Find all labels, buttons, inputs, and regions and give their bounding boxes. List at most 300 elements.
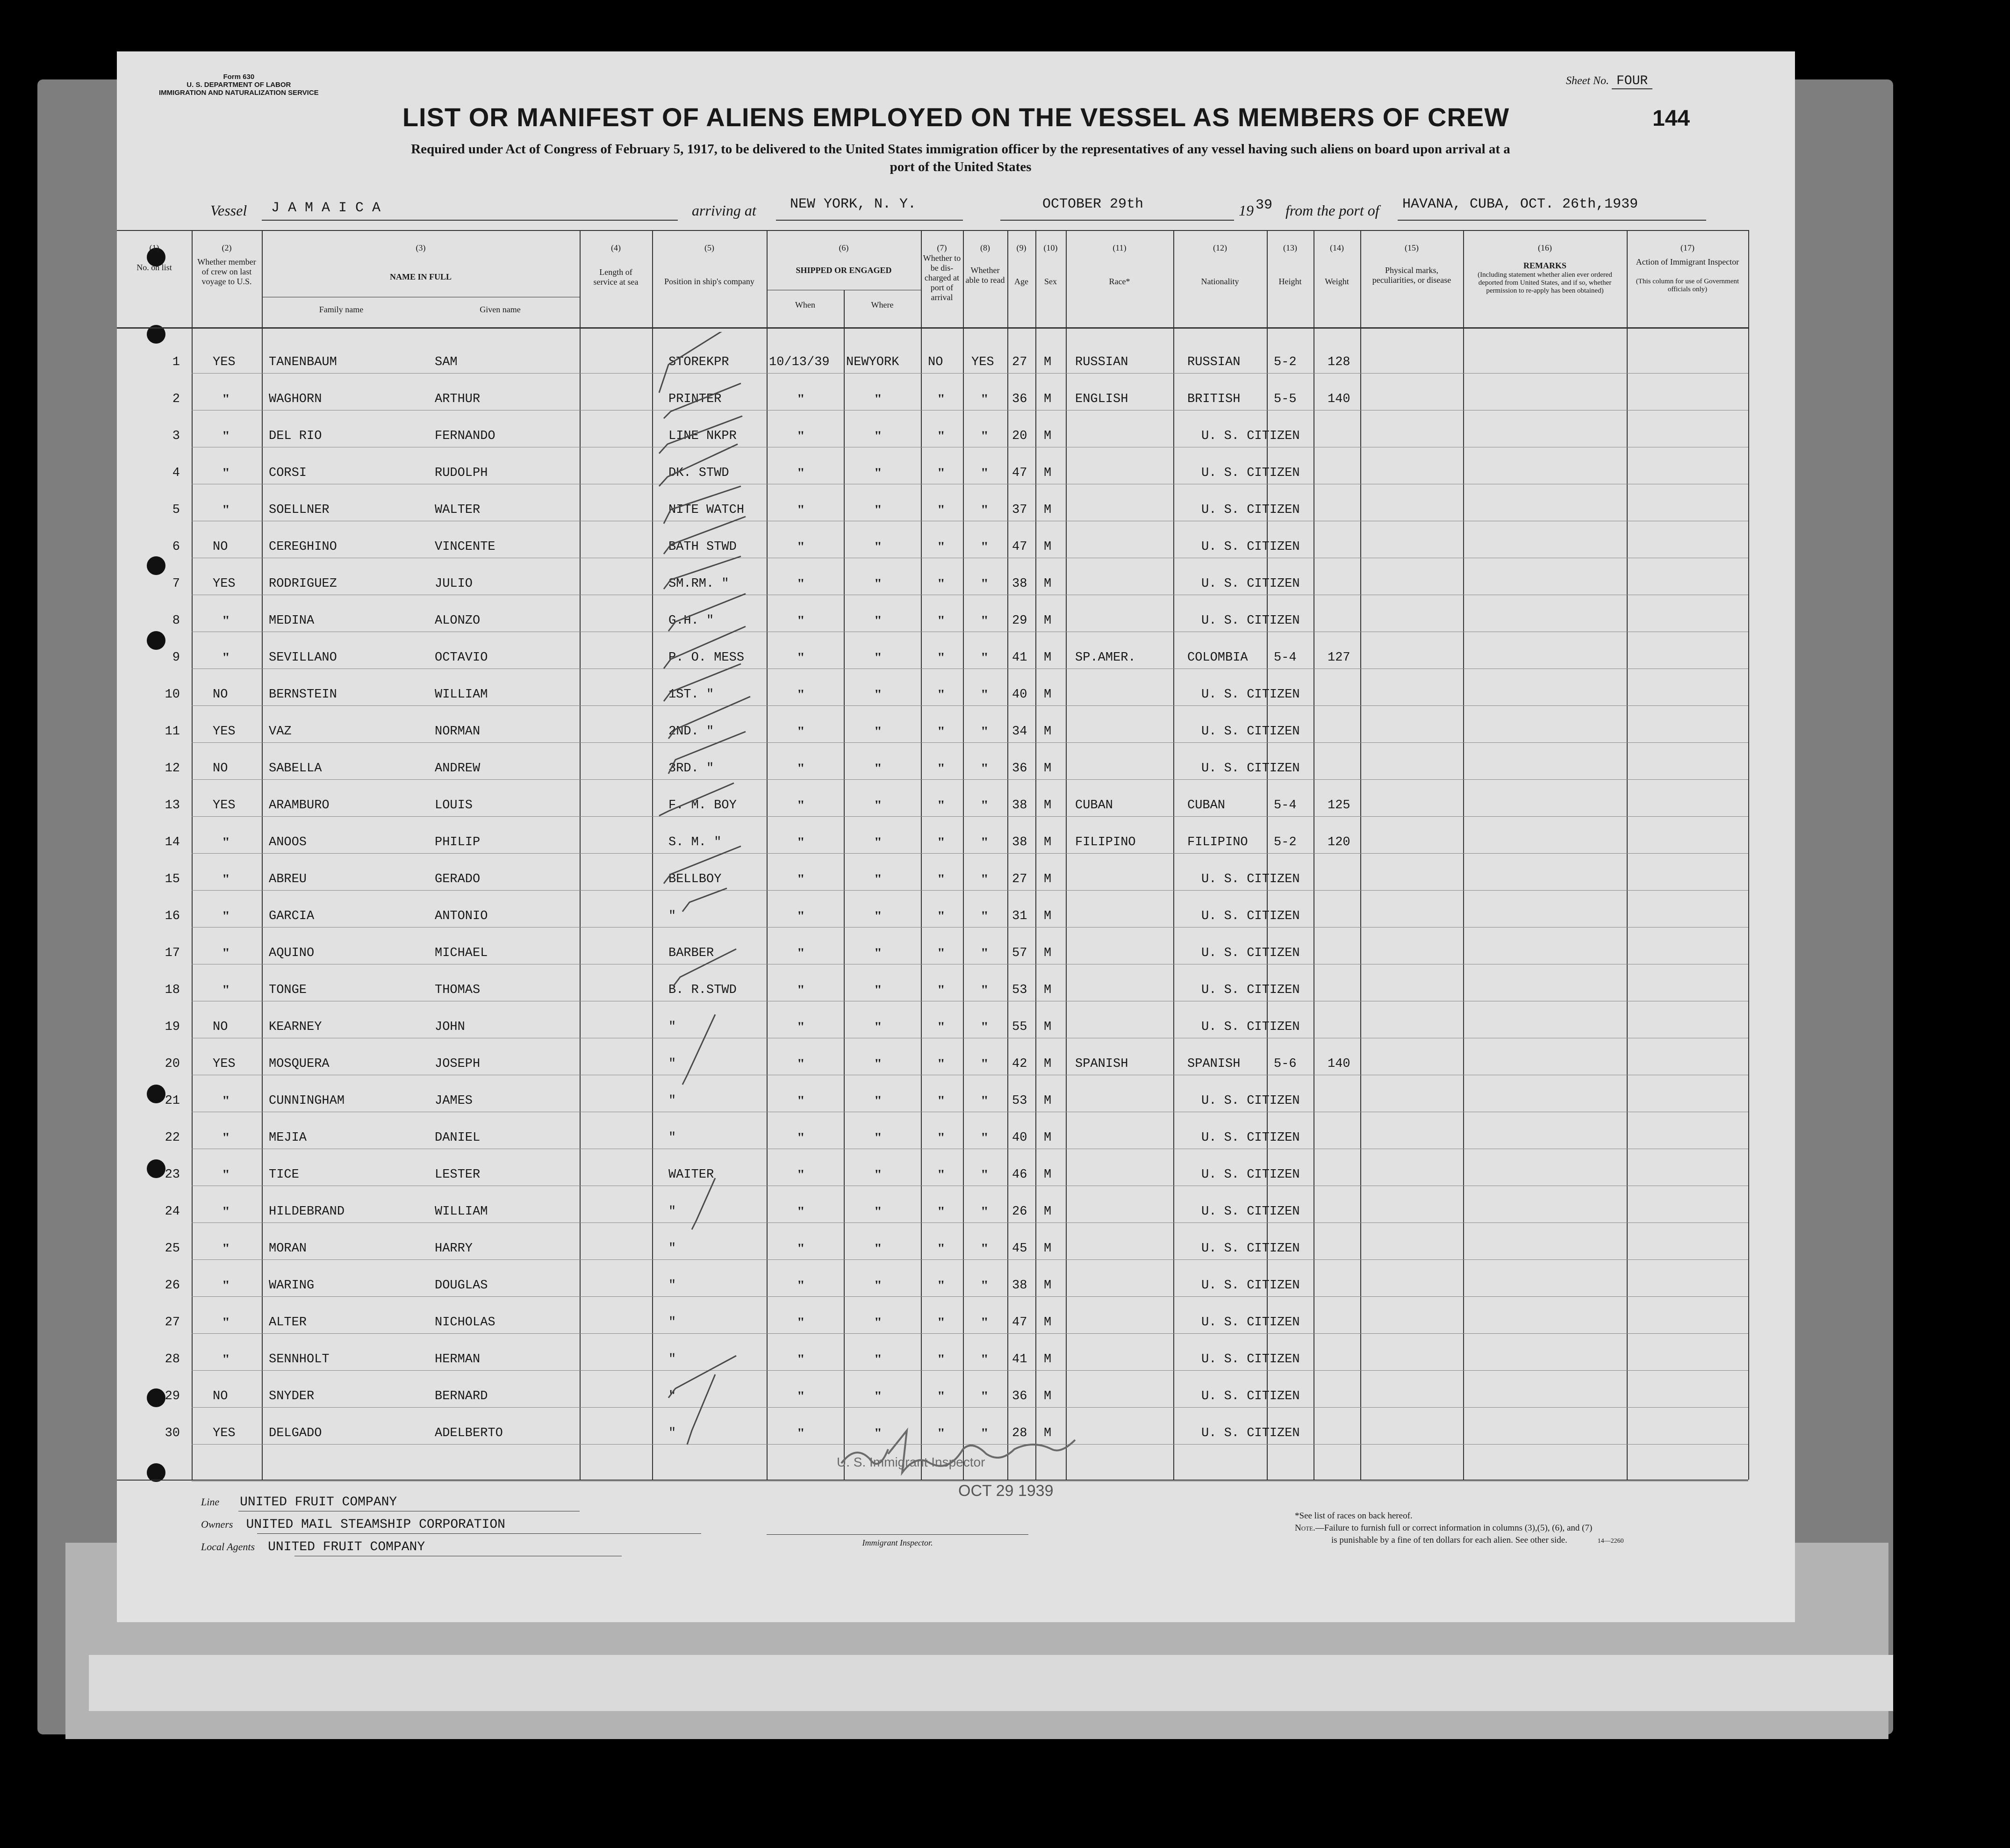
age: 28 [1012, 1426, 1027, 1440]
discharged: " [937, 834, 945, 850]
position: " [668, 1352, 676, 1366]
discharged: " [937, 1093, 945, 1108]
family-name: CORSI [269, 466, 307, 480]
sex: M [1044, 1057, 1052, 1071]
subtitle-line-1: Required under Act of Congress of February 5, 1917, to be delivered to the United States immigration officer by the representatives of any vessel having such aliens on board upon arrival at a [411, 142, 1510, 157]
given-name: NORMAN [435, 725, 481, 739]
shipped-when: " [797, 982, 805, 998]
last-voyage: " [222, 1241, 230, 1256]
nationality: U. S. CITIZEN [1201, 1389, 1300, 1403]
col-13-number: (13) [1283, 243, 1297, 252]
given-name: PHILIP [435, 835, 481, 849]
last-voyage: YES [213, 577, 236, 591]
discharged: " [937, 724, 945, 739]
sex: M [1044, 577, 1052, 591]
sex: M [1044, 1279, 1052, 1293]
age: 27 [1012, 355, 1027, 369]
row-rule [192, 779, 1748, 780]
family-name: HILDEBRAND [269, 1205, 345, 1219]
able-to-read: " [981, 1130, 989, 1145]
discharged: " [937, 908, 945, 924]
last-voyage: " [222, 1093, 230, 1108]
shipped-when: " [797, 1388, 805, 1404]
discharged: " [937, 650, 945, 665]
inspector-stamp-title: U. S. Immigrant Inspector [837, 1455, 985, 1469]
service-name: IMMIGRATION AND NATURALIZATION SERVICE [159, 89, 319, 97]
age: 53 [1012, 1094, 1027, 1108]
shipped-where: " [874, 1425, 882, 1441]
family-name: RODRIGUEZ [269, 577, 337, 591]
height: 5-5 [1274, 392, 1297, 406]
nationality: U. S. CITIZEN [1201, 1316, 1300, 1330]
col-header-sex: Sex [1044, 277, 1057, 286]
able-to-read: " [981, 798, 989, 813]
able-to-read: " [981, 982, 989, 998]
position: " [668, 1131, 676, 1145]
nationality: U. S. CITIZEN [1201, 983, 1300, 997]
shipped-where: " [874, 871, 882, 887]
position: SM.RM. " [668, 577, 729, 591]
shipped-when: " [797, 650, 805, 665]
position: G.H. " [668, 614, 714, 628]
discharged: " [937, 1278, 945, 1293]
nationality: RUSSIAN [1187, 355, 1241, 369]
discharged: " [937, 1425, 945, 1441]
col-header-name: NAME IN FULL [389, 272, 452, 281]
row-rule [192, 853, 1748, 854]
col-header-inspector-note: (This column for use of Government officials only) [1636, 278, 1739, 293]
shipped-where: " [874, 687, 882, 702]
age: 46 [1012, 1168, 1027, 1182]
family-name: CEREGHINO [269, 540, 337, 554]
shipped-when: " [797, 502, 805, 518]
row-rule [192, 1222, 1748, 1223]
last-voyage: " [222, 1204, 230, 1219]
sex: M [1044, 1316, 1052, 1330]
able-to-read: " [981, 1019, 989, 1035]
sex: M [1044, 1426, 1052, 1440]
age: 20 [1012, 429, 1027, 443]
col-header-family-name: Family name [319, 305, 364, 314]
sex: M [1044, 503, 1052, 517]
family-name: SOELLNER [269, 503, 330, 517]
row-number: 15 [165, 872, 180, 886]
given-name: ANTONIO [435, 909, 488, 923]
family-name: SNYDER [269, 1389, 315, 1403]
shipped-where: NEWYORK [846, 355, 899, 369]
row-number: 16 [165, 909, 180, 923]
race: SPANISH [1075, 1057, 1128, 1071]
family-name: TANENBAUM [269, 355, 337, 369]
able-to-read: " [981, 1425, 989, 1441]
position: P. O. MESS [668, 651, 745, 665]
given-name: WILLIAM [435, 688, 488, 702]
nationality: U. S. CITIZEN [1201, 1168, 1300, 1182]
able-to-read: " [981, 1278, 989, 1293]
able-to-read: " [981, 1352, 989, 1367]
discharged: " [937, 1388, 945, 1404]
nationality: U. S. CITIZEN [1201, 725, 1300, 739]
sex: M [1044, 725, 1052, 739]
height: 5-4 [1274, 651, 1297, 665]
shipped-where: " [874, 1315, 882, 1330]
given-name: RUDOLPH [435, 466, 488, 480]
family-name: MEDINA [269, 614, 315, 628]
family-name: VAZ [269, 725, 292, 739]
last-voyage: NO [213, 540, 228, 554]
nationality: U. S. CITIZEN [1201, 503, 1300, 517]
given-name: BERNARD [435, 1389, 488, 1403]
col-header-age: Age [1014, 277, 1028, 286]
sex: M [1044, 1094, 1052, 1108]
last-voyage: NO [213, 1020, 228, 1034]
discharged: " [937, 1167, 945, 1182]
shipped-when: " [797, 539, 805, 554]
given-name: WILLIAM [435, 1205, 488, 1219]
position: " [668, 1205, 676, 1219]
row-number: 14 [165, 835, 180, 849]
row-number: 7 [172, 577, 180, 591]
shipped-when: " [797, 1019, 805, 1035]
last-voyage: " [222, 945, 230, 961]
col-16-number: (16) [1538, 243, 1552, 252]
given-name: ALONZO [435, 614, 481, 628]
shipped-where: " [874, 613, 882, 628]
shipped-when: " [797, 576, 805, 591]
able-to-read: " [981, 1315, 989, 1330]
col-1-number: (1) [149, 243, 159, 252]
age: 31 [1012, 909, 1027, 923]
able-to-read: " [981, 613, 989, 628]
position: F. M. BOY [668, 798, 737, 813]
row-number: 6 [172, 540, 180, 554]
sex: M [1044, 1205, 1052, 1219]
family-name: MORAN [269, 1242, 307, 1256]
age: 38 [1012, 835, 1027, 849]
shipped-where: " [874, 1352, 882, 1367]
able-to-read: " [981, 1388, 989, 1404]
shipped-when: " [797, 945, 805, 961]
able-to-read: " [981, 945, 989, 961]
family-name: DEL RIO [269, 429, 322, 443]
discharged: " [937, 982, 945, 998]
given-name: ADELBERTO [435, 1426, 503, 1440]
sex: M [1044, 872, 1052, 886]
sex: M [1044, 1131, 1052, 1145]
departure-port: HAVANA, CUBA, OCT. 26th,1939 [1402, 196, 1638, 212]
age: 29 [1012, 614, 1027, 628]
weight: 120 [1328, 835, 1350, 849]
row-number: 25 [165, 1242, 180, 1256]
nationality: U. S. CITIZEN [1201, 466, 1300, 480]
age: 37 [1012, 503, 1027, 517]
shipped-where: " [874, 945, 882, 961]
arrival-date: OCTOBER 29th [1042, 196, 1144, 212]
family-name: MEJIA [269, 1131, 307, 1145]
col-header-list-number: No. on list [136, 263, 172, 272]
family-name: AQUINO [269, 946, 315, 960]
back-page-edge-light [89, 1655, 1893, 1711]
position: S. M. " [668, 835, 722, 849]
shipped-where: " [874, 465, 882, 481]
shipped-when: " [797, 724, 805, 739]
page-title: LIST OR MANIFEST OF ALIENS EMPLOYED ON THE VESSEL AS MEMBERS OF CREW [402, 102, 1510, 132]
shipped-where: " [874, 428, 882, 444]
col-3-number: (3) [416, 243, 426, 252]
row-number: 27 [165, 1316, 180, 1330]
age: 26 [1012, 1205, 1027, 1219]
able-to-read: " [981, 1241, 989, 1256]
sex: M [1044, 688, 1052, 702]
shipped-when: " [797, 428, 805, 444]
sex: M [1044, 835, 1052, 849]
last-voyage: YES [213, 798, 236, 813]
note-text-1: —Failure to furnish full or correct information in columns (3),(5), (6), and (7) [1315, 1523, 1593, 1533]
discharged: " [937, 761, 945, 776]
sex: M [1044, 466, 1052, 480]
sex: M [1044, 355, 1052, 369]
position: STOREKPR [668, 355, 729, 369]
shipped-when: " [797, 1130, 805, 1145]
row-number: 18 [165, 983, 180, 997]
sex: M [1044, 1020, 1052, 1034]
row-number: 2 [172, 392, 180, 406]
row-rule [192, 373, 1748, 374]
shipped-when: 10/13/39 [769, 355, 830, 369]
last-voyage: " [222, 834, 230, 850]
row-number: 30 [165, 1426, 180, 1440]
vessel-name: J A M A I C A [271, 200, 381, 216]
last-voyage: NO [213, 1389, 228, 1403]
nationality: U. S. CITIZEN [1201, 909, 1300, 923]
given-name: JOHN [435, 1020, 465, 1034]
row-rule [192, 816, 1748, 817]
year-suffix: 39 [1256, 197, 1273, 213]
owners-label: Owners [201, 1518, 233, 1530]
shipped-where: " [874, 1388, 882, 1404]
last-voyage: " [222, 613, 230, 628]
given-name: OCTAVIO [435, 651, 488, 665]
nationality: U. S. CITIZEN [1201, 688, 1300, 702]
row-number: 9 [172, 651, 180, 665]
col-17-number: (17) [1680, 243, 1694, 252]
given-name: GERADO [435, 872, 481, 886]
col-6-number: (6) [839, 243, 849, 252]
nationality: U. S. CITIZEN [1201, 577, 1300, 591]
nationality: U. S. CITIZEN [1201, 429, 1300, 443]
position: " [668, 1316, 676, 1330]
family-name: SENNHOLT [269, 1352, 330, 1366]
inspector-stamp-date: OCT 29 1939 [958, 1482, 1054, 1500]
able-to-read: " [981, 871, 989, 887]
row-number: 1 [172, 355, 180, 369]
row-number: 10 [165, 688, 180, 702]
shipped-when: " [797, 908, 805, 924]
discharged: " [937, 502, 945, 518]
manifest-sheet [117, 51, 1795, 1622]
shipped-where: " [874, 1167, 882, 1182]
able-to-read: " [981, 650, 989, 665]
nationality: CUBAN [1187, 798, 1226, 813]
discharged: " [937, 687, 945, 702]
nationality: U. S. CITIZEN [1201, 1020, 1300, 1034]
shipped-where: " [874, 798, 882, 813]
page-subtitle [182, 140, 1739, 176]
sex: M [1044, 798, 1052, 813]
position: " [668, 1389, 676, 1403]
nationality: U. S. CITIZEN [1201, 614, 1300, 628]
shipped-when: " [797, 834, 805, 850]
nationality: U. S. CITIZEN [1201, 762, 1300, 776]
discharged: " [937, 391, 945, 407]
height: 5-6 [1274, 1057, 1297, 1071]
shipped-where: " [874, 834, 882, 850]
shipped-when: " [797, 465, 805, 481]
department-name: U. S. DEPARTMENT OF LABOR [187, 81, 291, 89]
form-number: Form 630 [223, 73, 255, 81]
last-voyage: " [222, 1167, 230, 1182]
discharged: " [937, 428, 945, 444]
able-to-read: " [981, 724, 989, 739]
given-name: FERNANDO [435, 429, 495, 443]
row-number: 5 [172, 503, 180, 517]
age: 41 [1012, 651, 1027, 665]
sex: M [1044, 651, 1052, 665]
age: 42 [1012, 1057, 1027, 1071]
nationality: U. S. CITIZEN [1201, 1205, 1300, 1219]
col-4-number: (4) [611, 243, 621, 252]
col-header-remarks: REMARKS [1523, 261, 1566, 270]
sex: M [1044, 946, 1052, 960]
able-to-read: " [981, 428, 989, 444]
weight: 128 [1328, 355, 1350, 369]
last-voyage: " [222, 982, 230, 998]
nationality: U. S. CITIZEN [1201, 1426, 1300, 1440]
row-number: 11 [165, 725, 180, 739]
col-header-when: When [795, 300, 815, 309]
able-to-read: " [981, 1204, 989, 1219]
able-to-read: " [981, 1093, 989, 1108]
col-12-number: (12) [1213, 243, 1227, 252]
position: " [668, 1020, 676, 1034]
age: 57 [1012, 946, 1027, 960]
age: 27 [1012, 872, 1027, 886]
col-header-physical-marks: Physical marks, peculiarities, or disease [1372, 266, 1451, 285]
shipped-where: " [874, 761, 882, 776]
binder-hole [147, 631, 165, 650]
shipped-when: " [797, 1278, 805, 1293]
position: BARBER [668, 946, 714, 960]
shipped-where: " [874, 908, 882, 924]
shipped-where: " [874, 391, 882, 407]
position: 3RD. " [668, 762, 714, 776]
shipped-when: " [797, 1056, 805, 1071]
nationality: U. S. CITIZEN [1201, 540, 1300, 554]
discharged: " [937, 798, 945, 813]
shipped-where: " [874, 1019, 882, 1035]
able-to-read: " [981, 576, 989, 591]
discharged: " [937, 1204, 945, 1219]
voyage-line [210, 196, 1706, 223]
discharged: " [937, 945, 945, 961]
sex: M [1044, 762, 1052, 776]
shipped-when: " [797, 1167, 805, 1182]
shipped-where: " [874, 650, 882, 665]
position: " [668, 909, 676, 923]
subtitle-line-2: port of the United States [890, 159, 1032, 174]
row-number: 28 [165, 1352, 180, 1366]
col-header-weight: Weight [1325, 277, 1349, 286]
agents-value: UNITED FRUIT COMPANY [268, 1540, 425, 1554]
given-name: JAMES [435, 1094, 473, 1108]
row-rule [192, 927, 1748, 928]
shipped-where: " [874, 1093, 882, 1108]
family-name: ALTER [269, 1316, 307, 1330]
shipped-when: " [797, 613, 805, 628]
col-9-number: (9) [1016, 243, 1027, 252]
shipped-where: " [874, 1204, 882, 1219]
row-number: 19 [165, 1020, 180, 1034]
family-name: ANOOS [269, 835, 307, 849]
sex: M [1044, 1242, 1052, 1256]
last-voyage: " [222, 1130, 230, 1145]
position: " [668, 1426, 676, 1440]
last-voyage: " [222, 465, 230, 481]
shipped-where: " [874, 982, 882, 998]
row-number: 21 [165, 1094, 180, 1108]
age: 53 [1012, 983, 1027, 997]
nationality: U. S. CITIZEN [1201, 872, 1300, 886]
nationality: U. S. CITIZEN [1201, 1131, 1300, 1145]
shipped-when: " [797, 1352, 805, 1367]
footnotes [1295, 1510, 1624, 1547]
able-to-read: YES [971, 355, 994, 369]
agents-field [201, 1540, 425, 1554]
row-number: 13 [165, 798, 180, 813]
year-prefix: 19 [1239, 202, 1254, 219]
row-rule [192, 705, 1748, 706]
discharged: " [937, 1019, 945, 1035]
col-header-last-voyage: Whether member of crew on last voyage to U.S. [197, 257, 256, 286]
row-number: 23 [165, 1168, 180, 1182]
family-name: MOSQUERA [269, 1057, 330, 1071]
age: 36 [1012, 392, 1027, 406]
given-name: HERMAN [435, 1352, 481, 1366]
row-number: 4 [172, 466, 180, 480]
nationality: U. S. CITIZEN [1201, 1094, 1300, 1108]
given-name: WALTER [435, 503, 481, 517]
position: 2ND. " [668, 725, 714, 739]
position: BATH STWD [668, 540, 737, 554]
col-header-race: Race* [1109, 277, 1130, 286]
position: LINE NKPR [668, 429, 737, 443]
handwritten-check-marks [594, 332, 762, 1473]
family-name: TICE [269, 1168, 299, 1182]
last-voyage: YES [213, 355, 236, 369]
weight: 125 [1328, 798, 1350, 813]
position: B. R.STWD [668, 983, 737, 997]
age: 40 [1012, 688, 1027, 702]
last-voyage: " [222, 391, 230, 407]
height: 5-4 [1274, 798, 1297, 813]
arriving-label: arriving at [692, 202, 756, 219]
row-number: 29 [165, 1389, 180, 1403]
discharged: " [937, 465, 945, 481]
able-to-read: " [981, 391, 989, 407]
last-voyage: " [222, 871, 230, 887]
last-voyage: " [222, 1315, 230, 1330]
race: RUSSIAN [1075, 355, 1128, 369]
